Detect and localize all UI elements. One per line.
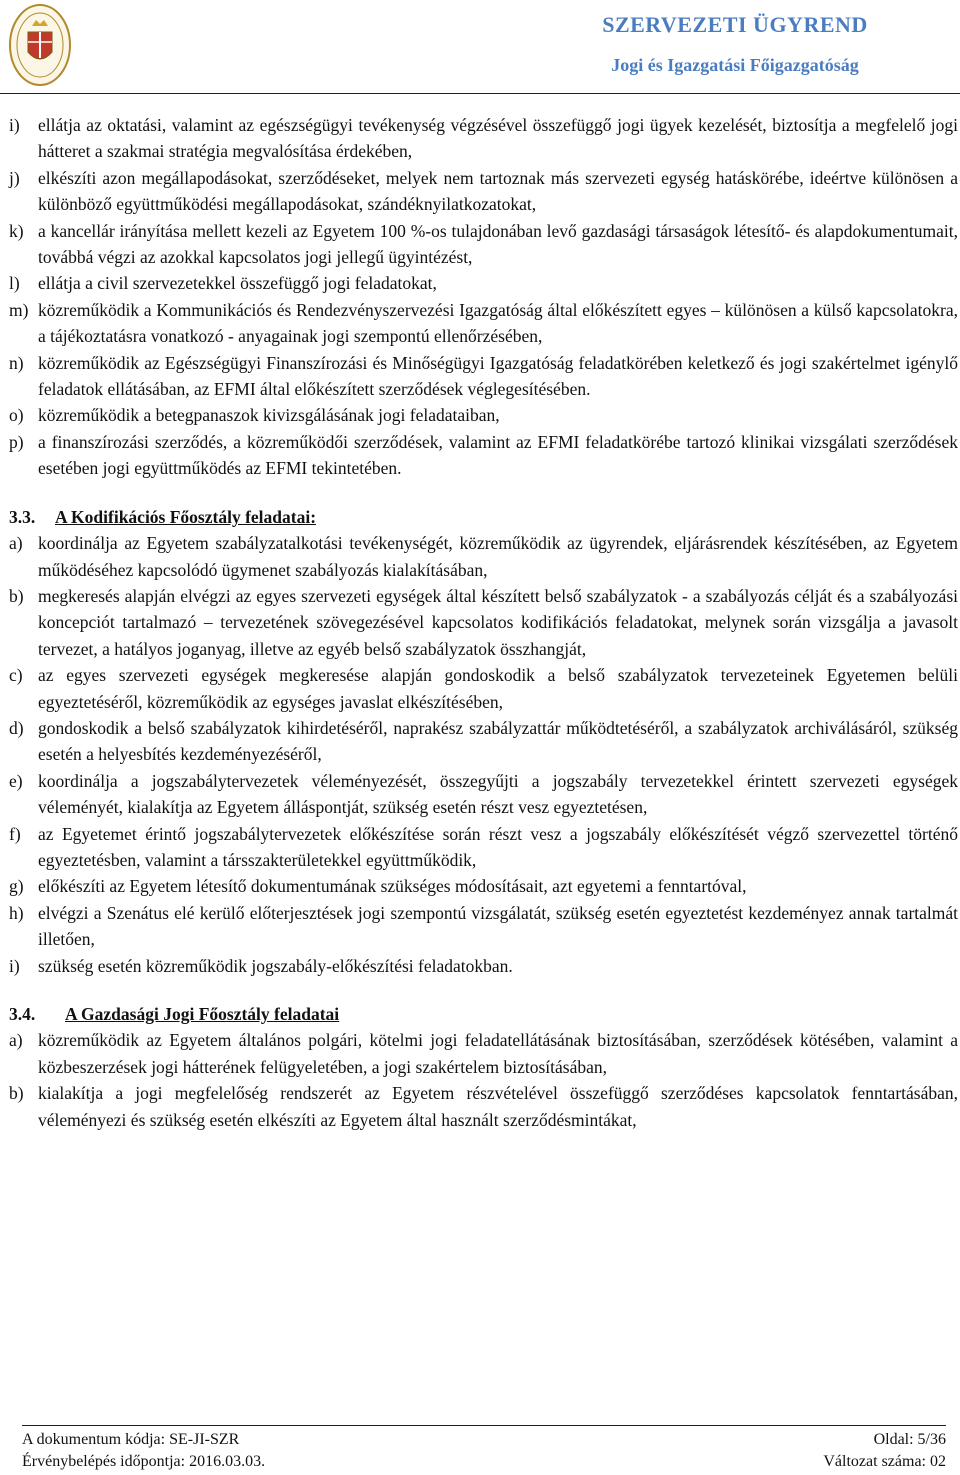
item-text: közreműködik a betegpanaszok kivizsgálásának jogi feladataiban, <box>38 405 500 426</box>
list-item <box>9 953 958 979</box>
list-item <box>9 218 958 271</box>
item-marker: l) <box>9 273 20 294</box>
item-text: előkészíti az Egyetem létesítő dokumentumának szükséges módosításait, azt egyetemi a fenntartóval, <box>38 876 747 897</box>
list-item <box>9 821 958 874</box>
list-item <box>9 350 958 403</box>
section-heading-3-4 <box>9 1001 958 1027</box>
page-footer <box>22 1429 946 1473</box>
item-text: koordinálja az Egyetem szabályzatalkotási tevékenységét, közreműködik az ügyrendek, eljárásrendek készítésében, az Egyetem működéséhez kapcsolódó ügymenet szabályozás kialakításában, <box>38 533 958 580</box>
item-text: közreműködik a Kommunikációs és Rendezvényszervezési Igazgatóság által előkészített egyes – különösen a külső kapcsolatokra, a tájékoztatásra vonatkozó - anyagainak jogi szempontú ellenőrzésében, <box>38 299 958 347</box>
footer-divider <box>22 1425 946 1426</box>
section-title: A Gazdasági Jogi Főosztály feladatai <box>65 1004 340 1024</box>
item-marker: g) <box>9 876 24 897</box>
item-text: gondoskodik a belső szabályzatok kihirdetéséről, naprakész szabályzattár működtetéséről, a szabályzatok archiválásáról, szükség esetén a helyesbítés kezdeményezéséről, <box>38 717 958 765</box>
item-text: a finanszírozási szerződés, a közreműködői szerződések, valamint az EFMI feladatkörébe tartozó klinikai vizsgálati szerződések esetében jogi együttműködés az EFMI tekintetében. <box>38 431 958 479</box>
page-number: Oldal: 5/36 <box>873 1431 946 1448</box>
item-text: megkeresés alapján elvégzi az egyes szervezeti egységek által készített belső szabályzatok - a szabályozás célját és a szabályozási koncepciót tartalmazó – tervezetének szövegezésével kapcsolatos kodifikációs feladatokat, melynek során vizsgálja a javasolt tervezet, a hatályos joganyag, illetve az egyéb belső szabályzatok összhangját, <box>38 585 958 659</box>
list-item <box>9 662 958 715</box>
item-text: ellátja a civil szervezetekkel összefüggő jogi feladatokat, <box>38 273 437 294</box>
list-item <box>9 768 958 821</box>
item-marker: b) <box>9 1083 24 1104</box>
list-item <box>9 715 958 768</box>
item-marker: h) <box>9 902 24 923</box>
section-heading-3-3 <box>9 504 958 530</box>
item-text: kialakítja a jogi megfelelőség rendszerét az Egyetem részvételével összefüggő szerződéses kapcsolatok fenntartásában, véleményezi és szükség esetén elkészíti az Egyetem által használt szerződésmintákat, <box>38 1083 958 1130</box>
document-code: A dokumentum kódja: SE-JI-SZR <box>22 1431 240 1448</box>
item-text: elvégzi a Szenátus elé kerülő előterjesztések jogi szempontú vizsgálatát, szükség esetén egyeztetést kezdeményez annak tartalmát illetően, <box>38 902 958 950</box>
item-marker: e) <box>9 770 23 791</box>
item-text: közreműködik az Egészségügyi Finanszírozási és Minőségügyi Igazgatóság feladatkörében keletkező és jogi szakértelmet igénylő feladatok ellátásában, az EFMI által előkészített szerződések véglegesítésében. <box>38 352 958 400</box>
list-item <box>9 165 958 218</box>
item-text: az egyes szervezeti egységek megkeresése alapján gondoskodik a belső szabályzatok tervezeteinek Egyetemen belüli egyeztetéséről, közreműködik az egységes javaslat elkészítésében, <box>38 665 958 712</box>
item-marker: f) <box>9 823 21 844</box>
document-body <box>9 112 958 1133</box>
effective-date: Érvénybelépés időpontja: 2016.03.03. <box>22 1453 266 1470</box>
list-item <box>9 402 958 428</box>
section-title: A Kodifikációs Főosztály feladatai: <box>55 506 317 527</box>
section-number: 3.3. <box>9 506 36 527</box>
item-text: szükség esetén közreműködik jogszabály-előkészítési feladatokban. <box>38 955 513 976</box>
list-item <box>9 429 958 482</box>
item-text: elkészíti azon megállapodásokat, szerződéseket, melyek nem tartoznak más szervezeti egység hatáskörébe, ideértve különösen a különböző együttműködési megállapodásokat, szándéknyilatkozatokat, <box>38 167 958 215</box>
list-item <box>9 583 958 662</box>
page-header <box>0 0 960 92</box>
item-marker: j) <box>9 167 20 188</box>
footer-row <box>22 1429 946 1451</box>
header-divider <box>0 93 960 94</box>
list-item <box>9 1027 958 1080</box>
list-item <box>9 873 958 899</box>
list-item <box>9 900 958 953</box>
item-marker: c) <box>9 665 23 686</box>
item-marker: m) <box>9 299 29 320</box>
item-marker: a) <box>9 533 23 554</box>
document-title: SZERVEZETI ÜGYREND <box>602 12 868 37</box>
item-marker: i) <box>9 115 20 135</box>
item-text: közreműködik az Egyetem általános polgári, kötelmi jogi feladatellátásának biztosításában, szerződések kötésében, valamint a közbeszerzések jogi hátterének felügyeletében, a jogi szakértelem biztosításában, <box>38 1030 958 1077</box>
item-text: a kancellár irányítása mellett kezeli az Egyetem 100 %-os tulajdonában levő gazdasági társaságok létesítő- és alapdokumentumait, továbbá végzi az azokkal kapcsolatos jogi jellegű ügyintézést, <box>38 220 958 268</box>
list-item <box>9 270 958 296</box>
item-marker: i) <box>9 955 20 976</box>
item-marker: a) <box>9 1030 23 1051</box>
list-item <box>9 112 958 165</box>
footer-row <box>22 1451 946 1473</box>
item-marker: n) <box>9 352 24 373</box>
list-item <box>9 297 958 350</box>
item-marker: d) <box>9 717 24 738</box>
list-item <box>9 1080 958 1133</box>
item-text: ellátja az oktatási, valamint az egészségügyi tevékenység végzésével összefüggő jogi ügyek kezelését, biztosítja a megfelelő jogi hátteret a szakmai stratégia megvalósítása érdekében, <box>38 115 958 162</box>
item-marker: b) <box>9 585 24 606</box>
item-marker: o) <box>9 405 24 426</box>
section-number: 3.4. <box>9 1004 36 1024</box>
item-text: az Egyetemet érintő jogszabálytervezetek előkészítése során részt vesz a jogszabály előkészítését végző szervezettel történő egyeztetésben, valamint a társszakterületekkel együttműködik, <box>38 823 958 870</box>
item-marker: p) <box>9 431 24 452</box>
list-item <box>9 530 958 583</box>
version-number: Változat száma: 02 <box>823 1453 946 1470</box>
university-seal-logo <box>8 2 72 88</box>
item-marker: k) <box>9 220 24 241</box>
department-name: Jogi és Igazgatási Főigazgatóság <box>611 55 859 75</box>
item-text: koordinálja a jogszabálytervezetek véleményezését, összegyűjti a jogszabály tervezetekkel érintett szervezeti egységek véleményét, kialakítja az Egyetem álláspontját, szükség esetén részt vesz egyeztetésen, <box>38 770 958 818</box>
